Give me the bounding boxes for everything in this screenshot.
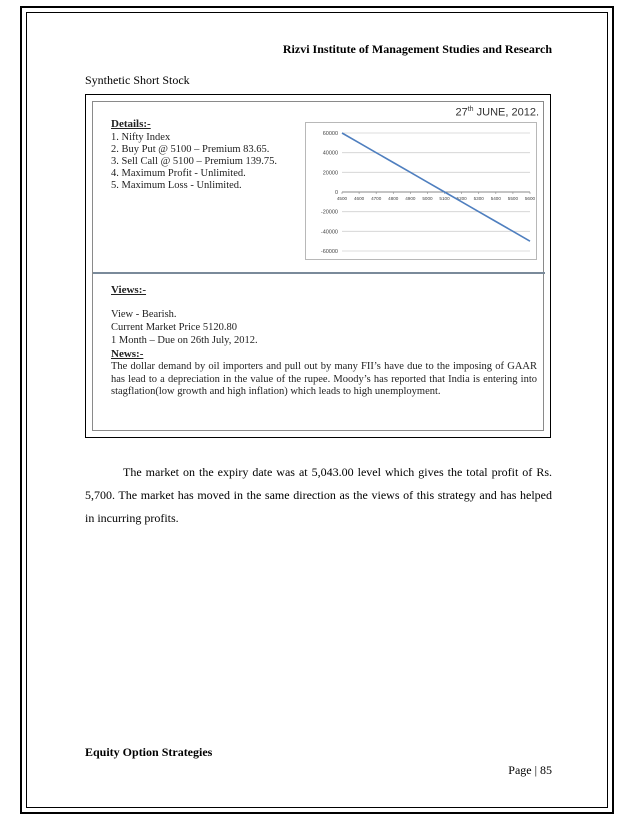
y-tick-label: 60000 bbox=[322, 131, 338, 137]
date-rest: JUNE, 2012. bbox=[473, 106, 539, 119]
y-tick-label: -40000 bbox=[320, 229, 338, 236]
details-item: 4. Maximum Profit - Unlimited. bbox=[111, 168, 246, 179]
x-tick-label: 5500 bbox=[507, 196, 519, 201]
y-tick-label: -60000 bbox=[320, 249, 338, 255]
strategy-panel bbox=[85, 94, 551, 438]
x-tick-label: 5000 bbox=[422, 196, 433, 201]
views-line: 1 Month – Due on 26th July, 2012. bbox=[111, 335, 258, 346]
strategy-panel-inner bbox=[92, 101, 544, 431]
x-tick-label: 4500 bbox=[336, 196, 348, 201]
payoff-chart bbox=[305, 122, 537, 260]
views-heading: Views:- bbox=[111, 284, 147, 296]
page-number: Page | 85 bbox=[508, 763, 552, 777]
footer-title: Equity Option Strategies bbox=[85, 745, 213, 759]
x-tick-label: 5600 bbox=[524, 196, 536, 201]
x-tick-label: 4700 bbox=[371, 196, 382, 201]
y-tick-label: 20000 bbox=[322, 170, 338, 177]
details-item: 5. Maximum Loss - Unlimited. bbox=[111, 180, 242, 191]
y-tick-label: 40000 bbox=[322, 150, 338, 157]
date-suffix: th bbox=[467, 106, 474, 113]
payoff-chart-svg bbox=[306, 123, 536, 259]
news-heading: News:- bbox=[111, 348, 144, 360]
x-tick-label: 5400 bbox=[490, 196, 501, 201]
header-title: Rizvi Institute of Management Studies and Research bbox=[282, 42, 552, 56]
x-tick-label: 5300 bbox=[473, 196, 484, 201]
x-tick-label: 4800 bbox=[388, 196, 399, 201]
body-paragraph: The market on the expiry date was at 5,043.00 level which gives the total profit of Rs. 5,700. The market has moved in the same direction as the views of this strategy and has helped in incurring profits. bbox=[85, 465, 552, 525]
details-item: 3. Sell Call @ 5100 – Premium 139.75. bbox=[111, 156, 278, 167]
views-lines bbox=[111, 308, 258, 347]
section-title: Synthetic Short Stock bbox=[85, 73, 190, 87]
details-item: 2. Buy Put @ 5100 – Premium 83.65. bbox=[111, 144, 270, 155]
details-list bbox=[111, 132, 277, 192]
details-heading: Details:- bbox=[111, 118, 151, 130]
payoff-line bbox=[342, 133, 530, 241]
x-tick-label: 5100 bbox=[439, 196, 450, 201]
y-tick-label: 0 bbox=[334, 190, 338, 196]
panel-divider bbox=[93, 272, 545, 274]
details-item: 1. Nifty Index bbox=[111, 132, 171, 143]
views-line: Current Market Price 5120.80 bbox=[111, 322, 237, 333]
panel-date bbox=[455, 106, 539, 119]
x-tick-label: 5200 bbox=[456, 196, 467, 201]
news-text: The dollar demand by oil importers and pull out by many FII’s have due to the imposing of GAAR has lead to a depreciation in the value of the rupee. Moody’s has reported that India is entering into stagflation(low growth and high inflation) which leads to high unemployment. bbox=[111, 361, 537, 397]
x-tick-label: 4900 bbox=[405, 196, 416, 201]
date-day: 27 bbox=[455, 106, 468, 119]
x-tick-label: 4600 bbox=[353, 196, 365, 201]
body-text bbox=[85, 461, 552, 530]
views-line: View - Bearish. bbox=[111, 309, 177, 320]
y-tick-label: -20000 bbox=[320, 209, 338, 216]
